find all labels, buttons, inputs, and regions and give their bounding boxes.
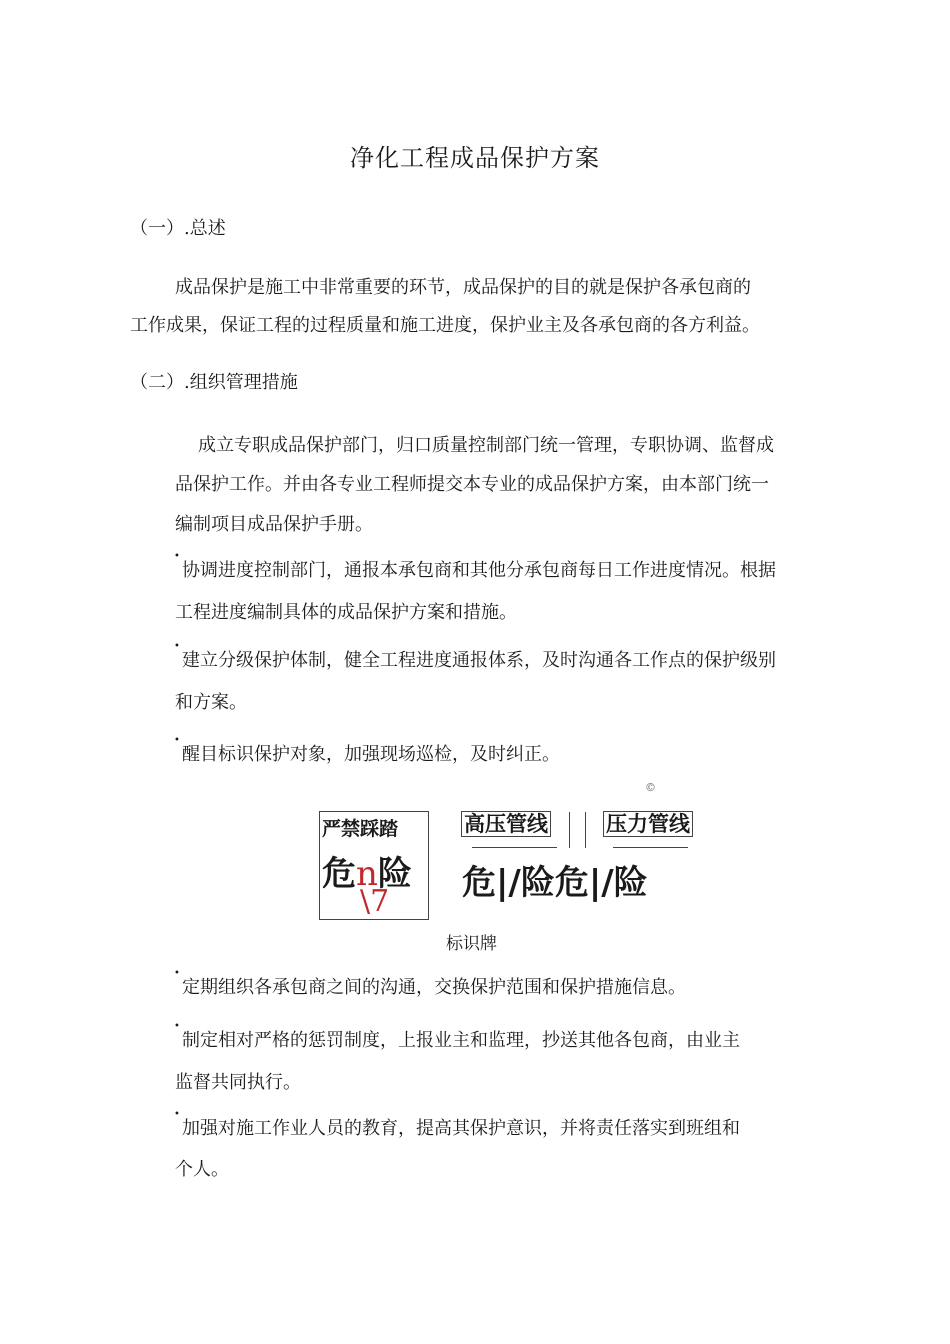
high-voltage-label: 高压管线 (461, 811, 551, 837)
page-title: 净化工程成品保护方案 (350, 144, 600, 172)
no-stepping-sign (319, 811, 429, 920)
org-line-3: 编制项目成品保护手册。 (175, 514, 373, 535)
danger-symbol-char: n (356, 854, 378, 894)
sign-separator-line (585, 812, 586, 848)
bullet-marker: • (174, 551, 180, 562)
org-line-1: 成立专职成品保护部门，归口质量控制部门统一管理，专职协调、监督成 (198, 435, 774, 456)
intro-line-1: 成品保护是施工中非常重要的环节，成品保护的目的就是保护各承包商的 (175, 277, 751, 298)
copyright-mark: © (645, 781, 656, 794)
sign-divider-line (613, 847, 688, 848)
bullet-b2-line-1: 制定相对严格的惩罚制度，上报业主和监理，抄送其他各包商，由业主 (182, 1030, 740, 1051)
bullet-marker: • (174, 735, 180, 746)
sign-divider-line (472, 847, 557, 848)
sign-separator-line (569, 812, 570, 848)
bullet-marker: • (174, 641, 180, 652)
bullet-a1-line-2: 工程进度编制具体的成品保护方案和措施。 (175, 602, 517, 623)
bullet-marker: • (174, 1109, 180, 1120)
bullet-b2-line-2: 监督共同执行。 (175, 1072, 301, 1093)
bullet-b3-line-2: 个人。 (175, 1159, 229, 1180)
danger-char: 险 (377, 854, 412, 894)
bullet-marker: • (174, 1021, 180, 1032)
bullet-a2-line-1: 建立分级保护体制，健全工程进度通报体系，及时沟通各工作点的保护级别 (182, 650, 776, 671)
org-line-2: 品保护工作。并由各专业工程师提交本专业的成品保护方案，由本部门统一 (175, 474, 769, 495)
sign-no-stepping-text: 严禁踩踏 (322, 818, 399, 840)
bullet-a1-line-1: 协调进度控制部门，通报本承包商和其他分承包商每日工作进度情况。根据 (182, 560, 776, 581)
danger-char: 危 (322, 854, 356, 894)
warning-triangle-icon: \7 (360, 884, 390, 919)
bullet-b1-line-1: 定期组织各承包商之间的沟通，交换保护范围和保护措施信息。 (182, 977, 686, 998)
pressure-line-label: 压力管线 (603, 811, 693, 837)
signs-caption: 标识牌 (446, 934, 497, 954)
bullet-marker: • (174, 968, 180, 979)
bullet-a2-line-2: 和方案。 (175, 692, 247, 713)
section-heading-general: （一）.总述 (130, 218, 226, 239)
intro-line-2: 工作成果，保证工程的过程质量和施工进度，保护业主及各承包商的各方利益。 (130, 315, 760, 336)
danger-signs-text: 危|/险危|/险 (462, 863, 648, 903)
bullet-b3-line-1: 加强对施工作业人员的教育，提高其保护意识，并将责任落实到班组和 (182, 1118, 740, 1139)
section-heading-organization: （二）.组织管理措施 (130, 372, 298, 393)
bullet-a3-line-1: 醒目标识保护对象，加强现场巡检，及时纠正。 (182, 744, 560, 765)
